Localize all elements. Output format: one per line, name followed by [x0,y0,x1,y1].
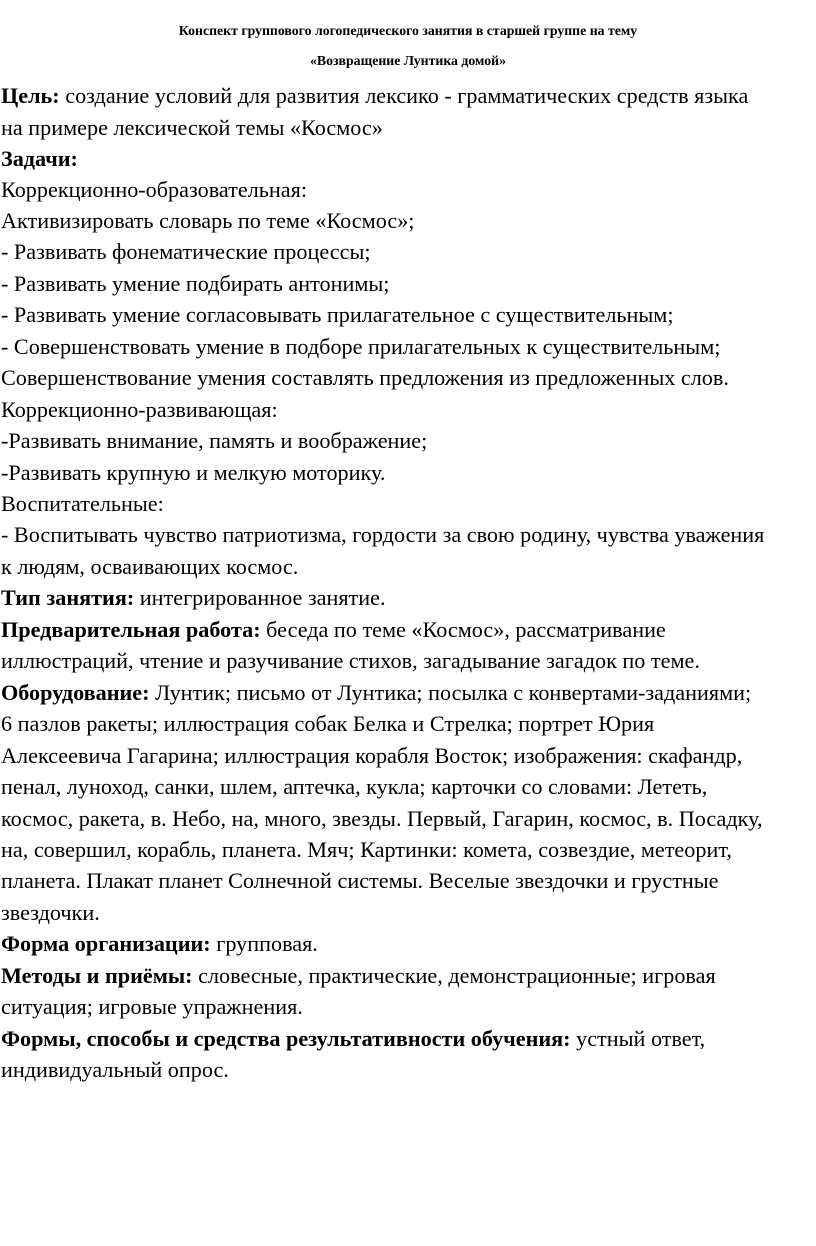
equipment-line: Алексеевича Гагарина; иллюстрация корабля Восток; изображения: скафандр, [1,743,743,768]
organization-form-text: групповая. [210,931,318,956]
goal-text: создание условий для развития лексико - грамматических средств языка [59,83,749,108]
preliminary-work-line-1 [1,615,666,645]
task-item: - Развивать умение подбирать антонимы; [1,271,390,296]
tasks-label: Задачи: [1,146,78,171]
goal-line-1 [1,81,748,111]
organization-form-label: Форма организации: [1,931,211,956]
lesson-type [1,583,386,613]
equipment-line: на, совершил, корабль, планета. Мяч; Картинки: комета, созвездие, метеорит, [1,837,732,862]
document-title-line-1: Конспект группового логопедического занятия в старшей группе на тему [178,23,638,38]
lesson-type-label: Тип занятия: [1,585,135,610]
lesson-type-text: интегрированное занятие. [134,585,386,610]
upbringing-line-1: - Воспитывать чувство патриотизма, гордости за свою родину, чувства уважения [1,522,765,547]
methods-text: словесные, практические, демонстрационные; игровая [192,963,716,988]
task-item: - Совершенствовать умение в подборе прилагательных к существительным; [1,334,721,359]
goal-label: Цель: [1,83,60,108]
methods-label: Методы и приёмы: [1,963,193,988]
equipment-line: звездочки. [1,900,100,925]
equipment-line: планета. Плакат планет Солнечной системы. Веселые звездочки и грустные [1,868,719,893]
task-item: - Развивать фонематические процессы; [1,239,371,264]
organization-form [1,929,318,959]
results-line-1 [1,1024,705,1054]
upbringing-line-2: к людям, осваивающих космос. [1,554,299,579]
equipment-line: 6 пазлов ракеты; иллюстрация собак Белка и Стрелка; портрет Юрия [1,711,655,736]
methods-line-1 [1,961,716,991]
equipment-line: космос, ракета, в. Небо, на, много, звезды. Первый, Гагарин, космос, в. Посадку, [1,806,763,831]
preliminary-work-line-2: иллюстраций, чтение и разучивание стихов, загадывание загадок по теме. [1,648,700,673]
task-item: Активизировать словарь по теме «Космос»; [1,208,415,233]
task-item: -Развивать крупную и мелкую моторику. [1,460,386,485]
correction-development-heading: Коррекционно-развивающая: [1,397,278,422]
methods-line-2: ситуация; игровые упражнения. [1,994,303,1019]
preliminary-work-label: Предварительная работа: [1,617,261,642]
task-item: - Развивать умение согласовывать прилагательное с существительным; [1,302,674,327]
equipment-line: пенал, луноход, санки, шлем, аптечка, кукла; карточки со словами: Лететь, [1,774,708,799]
equipment-line-1 [1,678,751,708]
results-label: Формы, способы и средства результативности обучения: [1,1026,571,1051]
equipment-text: Лунтик; письмо от Лунтика; посылка с конвертами-заданиями; [149,680,752,705]
task-item: Совершенствование умения составлять предложения из предложенных слов. [1,365,729,390]
upbringing-heading: Воспитательные: [1,491,164,516]
preliminary-work-text: беседа по теме «Космос», рассматривание [260,617,666,642]
goal-line-2: на примере лексической темы «Космос» [1,115,383,140]
document-title-line-2: «Возвращение Лунтика домой» [310,53,506,68]
task-item: -Развивать внимание, память и воображение; [1,428,428,453]
correction-education-heading: Коррекционно-образовательная: [1,177,308,202]
results-line-2: индивидуальный опрос. [1,1057,229,1082]
results-text: устный ответ, [570,1026,706,1051]
equipment-label: Оборудование: [1,680,150,705]
